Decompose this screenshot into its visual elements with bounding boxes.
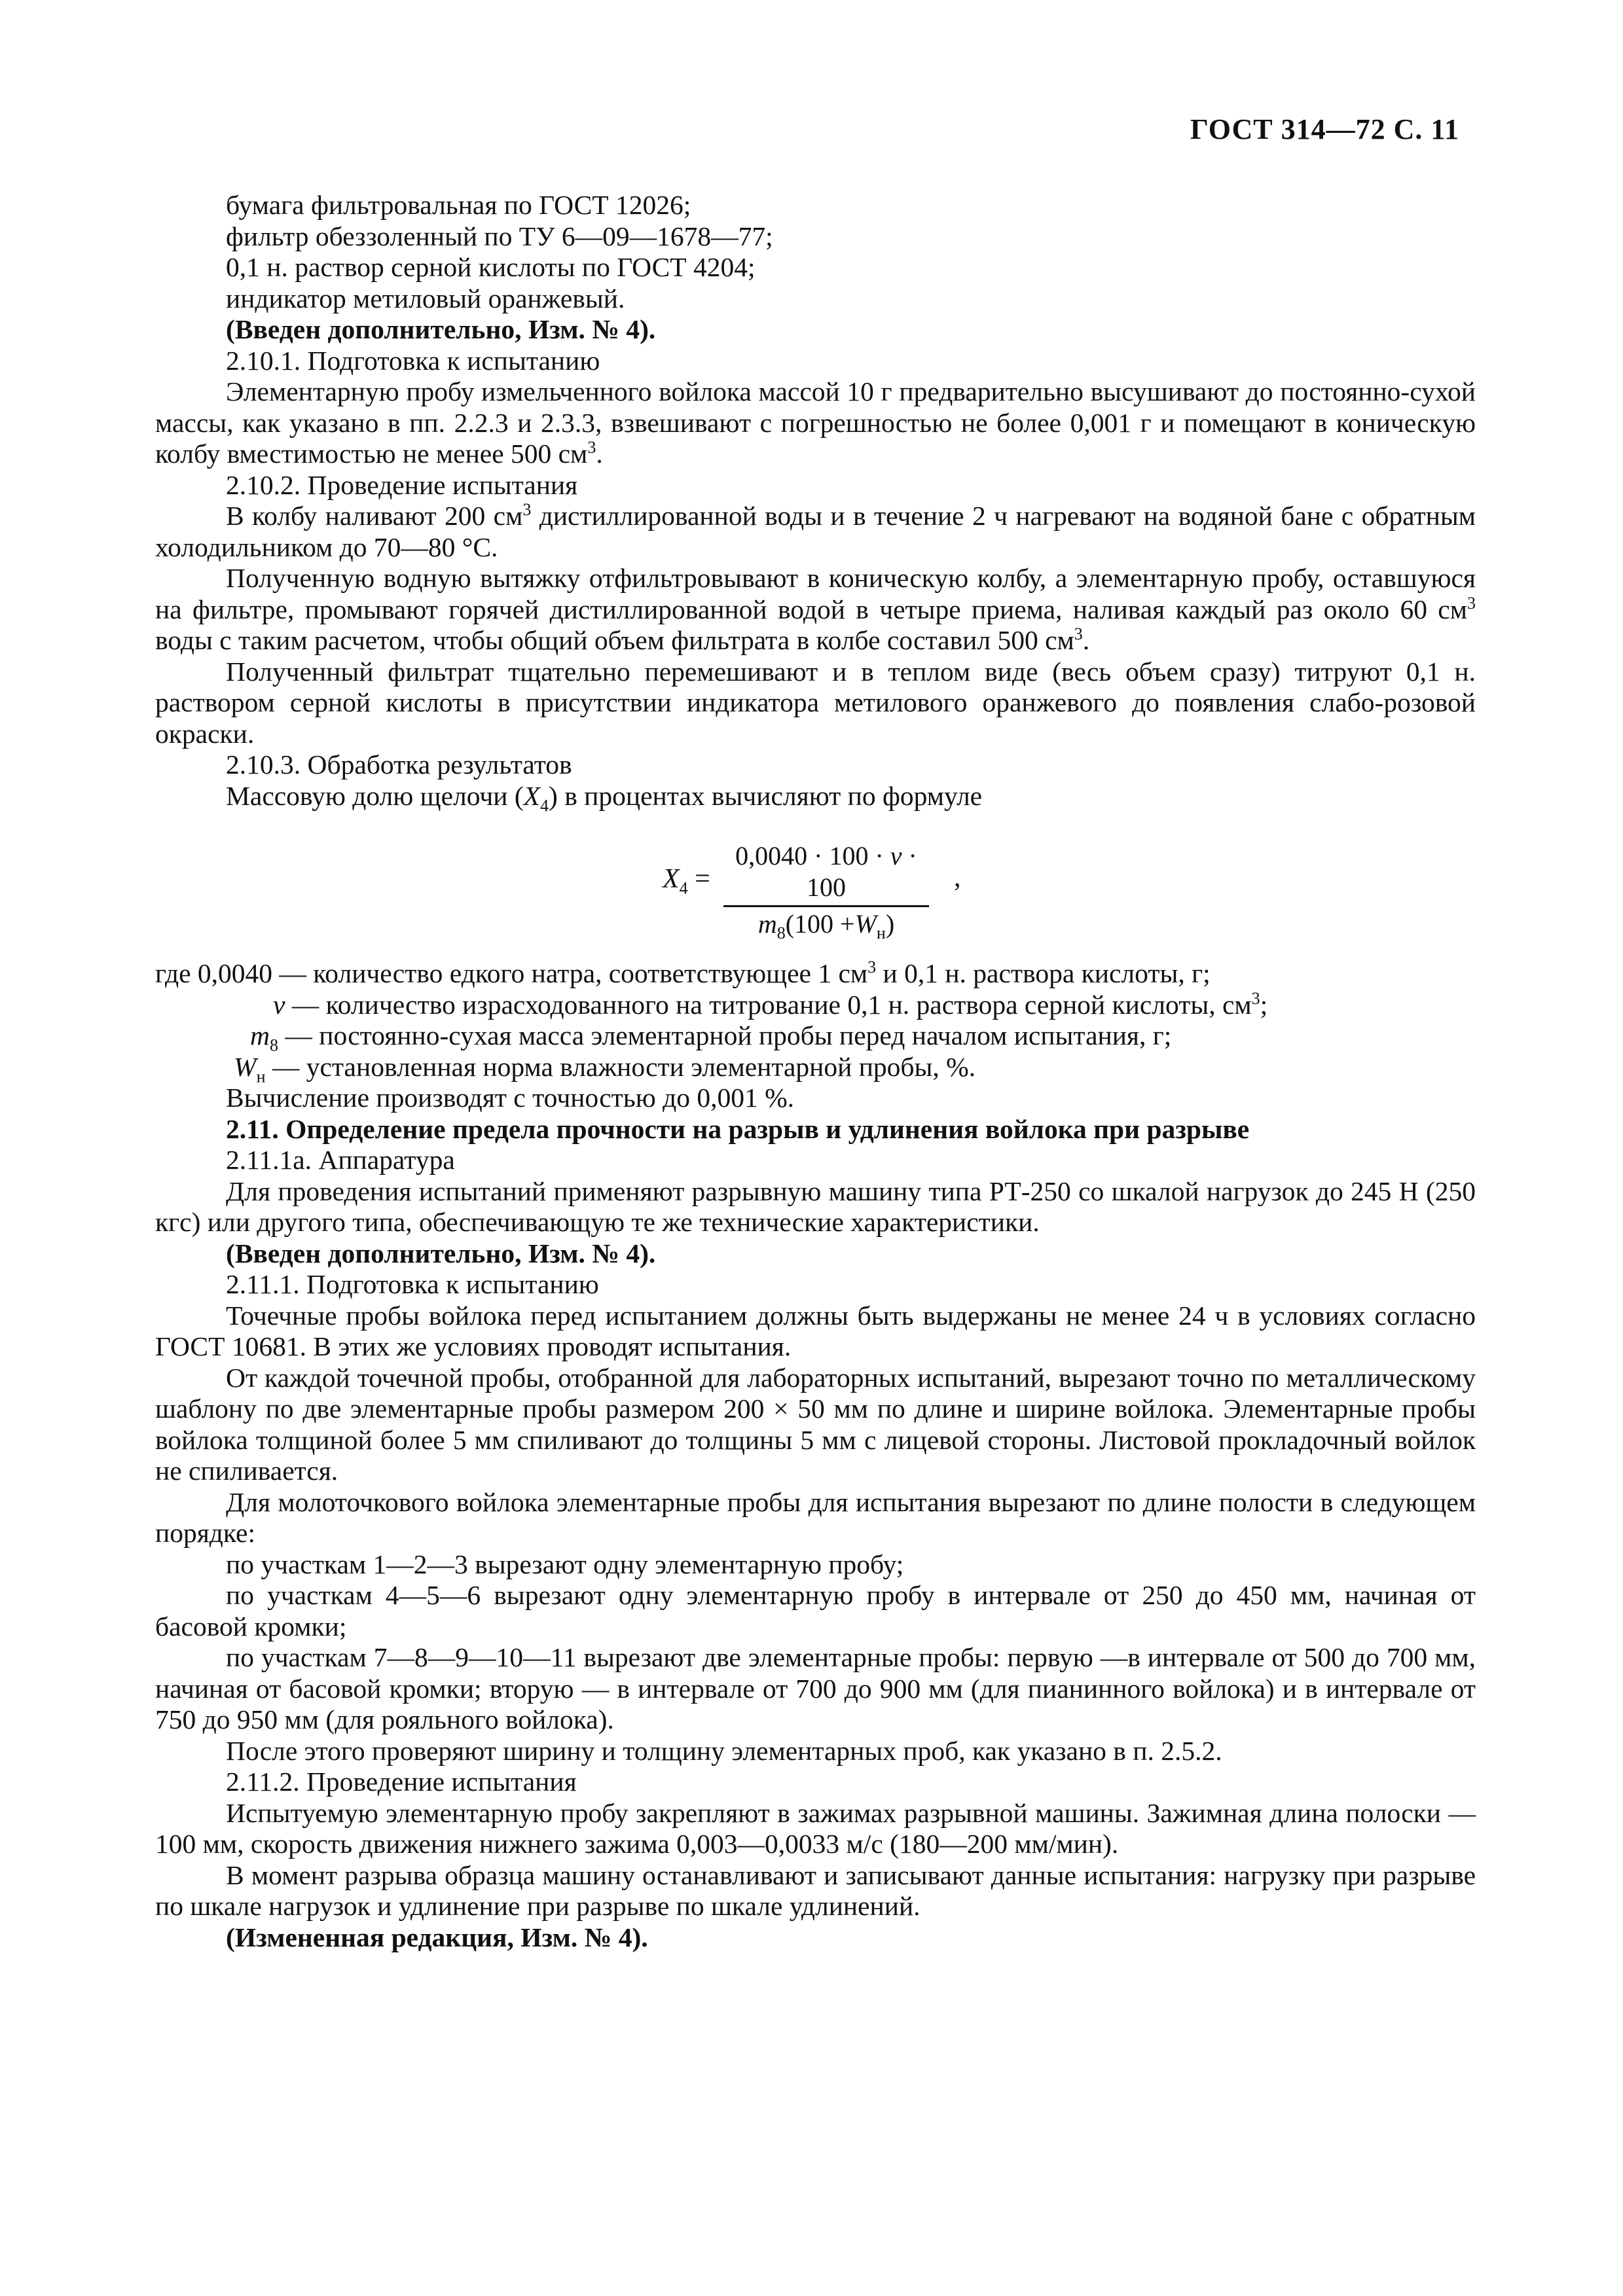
where-line [155,1051,1476,1086]
text-run: ; [1260,989,1268,1020]
subsection-heading: 2.10.1. Подготовка к испытанию [226,345,600,376]
paragraph [155,780,1476,815]
variable: X [663,864,680,894]
text-run: Полученную водную вытяжку отфильтровывают в коническую колбу, а элементарную пробу, оставшуюся на фильтре, промывают горячей дистиллированной водой в четыре приема, наливая каждый раз около 60 см [155,563,1476,624]
list-item: фильтр обеззоленный по ТУ 6—09—1678—77; [226,221,773,251]
subscript: н [876,924,886,942]
where-line [155,990,1476,1021]
formula-numerator [718,840,934,905]
subsection-heading: 2.11.2. Проведение испытания [226,1767,577,1797]
superscript: 3 [1251,988,1260,1008]
variable: v [273,989,285,1020]
paragraph: Вычисление производят с точностью до 0,001 %. [226,1083,795,1113]
paragraph [155,563,1476,656]
text-run: 0,0040 · 100 · [735,841,890,870]
formula-denominator [718,907,934,940]
paragraph: Точечные пробы войлока перед испытанием должны быть выдержаны не менее 24 ч в условиях согласно ГОСТ 10681. В этих же условиях проводят испытания. [155,1300,1476,1361]
text-run: где 0,0040 — количество едкого натра, соответствующее 1 см [155,958,868,988]
list-item: по участкам 1—2—3 вырезают одну элементарную пробу; [226,1549,904,1579]
amendment-note: (Введен дополнительно, Изм. № 4). [226,1238,656,1268]
subscript: н [256,1066,266,1086]
subsection-heading: 2.10.3. Обработка результатов [226,749,572,780]
equals-sign: = [687,864,710,894]
paragraph: После этого проверяют ширину и толщину элементарных проб, как указано в п. 2.5.2. [226,1735,1222,1766]
paragraph [155,501,1476,563]
subsection-heading: 2.11.1а. Аппаратура [226,1145,455,1175]
superscript: 3 [587,438,596,457]
subscript: 4 [540,795,549,815]
text-run: — постоянно-сухая масса элементарной пробы перед началом испытания, г; [278,1020,1172,1050]
amendment-note: (Введен дополнительно, Изм. № 4). [226,314,656,344]
paragraph: Испытуемую элементарную пробу закрепляют в зажимах разрывной машины. Зажимная длина полоски — 100 мм, скорость движения нижнего зажима 0,003—0,0033 м/с (180—200 мм/мин). [155,1797,1476,1859]
variable: v [890,841,902,870]
superscript: 3 [522,500,532,520]
formula-comma: , [954,863,961,893]
paragraph: Для молоточкового войлока элементарные пробы для испытания вырезают по длине полости в следующем порядке: [155,1486,1476,1548]
text-run: ) [885,909,895,939]
formula-fraction [718,840,934,940]
variable: m [250,1020,270,1050]
variable: W [234,1051,257,1082]
text-run: (100 + [785,909,855,939]
section-heading: 2.11. Определение предела прочности на разрыв и удлинения войлока при разрыве [226,1113,1250,1144]
list-item: по участкам 4—5—6 вырезают одну элементарную пробу в интервале от 250 до 450 мм, начиная от басовой кромки; [155,1580,1476,1641]
page-header: ГОСТ 314—72 С. 11 [1190,113,1459,145]
subscript: 8 [269,1035,278,1055]
amendment-note: (Измененная редакция, Изм. № 4). [226,1922,648,1952]
variable: W [854,909,877,939]
formula-lhs [663,864,710,898]
text-run: . [1082,625,1090,655]
paragraph: Для проведения испытаний применяют разрывную машину типа РТ-250 со шкалой нагрузок до 245 Н (250 кгс) или другого типа, обеспечивающую те же технические характеристики. [155,1175,1476,1237]
superscript: 3 [1074,624,1083,644]
paragraph: В момент разрыва образца машину останавливают и записывают данные испытания: нагрузку при разрыве по шкале нагрузок и удлинение при разрыве по шкале удлинений. [155,1859,1476,1921]
document-body [155,190,1476,1953]
superscript: 3 [867,958,877,977]
text-run: воды с таким расчетом, чтобы общий объем фильтрата в колбе составил 500 см [155,625,1074,655]
list-item: по участкам 7—8—9—10—11 вырезают две элементарные пробы: первую —в интервале от 500 до 700 мм, начиная от басовой кромки; вторую — в интервале от 700 до 900 мм (для пианинного войлока) и в интервале от 750 до 950 мм (для рояльного войлока). [155,1642,1476,1734]
text-run: · 100 [807,841,917,902]
where-line [155,1020,1476,1055]
text-run: Массовую долю щелочи ( [226,780,524,811]
subsection-heading: 2.10.2. Проведение испытания [226,469,578,500]
paragraph: Полученный фильтрат тщательно перемешивают и в теплом виде (весь объем сразу) титруют 0,1 н. раствором серной кислоты в присутствии индикатора метилового оранжевого до появления слабо-розовой окраски. [155,656,1476,749]
variable: m [757,909,777,939]
text-run: — установленная норма влажности элементарной пробы, %. [265,1051,976,1082]
paragraph: От каждой точечной пробы, отобранной для лабораторных испытаний, вырезают точно по металлическому шаблону по две элементарные пробы размером 200 × 50 мм по длине и ширине войлока. Элементарные пробы войлока толщиной более 5 мм спиливают до толщины 5 мм с лицевой стороны. Листовой прокладочный войлок не спиливается. [155,1362,1476,1486]
text-run: . [596,439,603,469]
paragraph [155,376,1476,470]
formula [155,838,1476,942]
list-item: бумага фильтровальная по ГОСТ 12026; [226,190,691,220]
superscript: 3 [1467,593,1476,613]
variable: X [523,780,541,811]
subscript: 4 [679,878,688,898]
text-run: ) в процентах вычисляют по формуле [549,780,983,811]
list-item: 0,1 н. раствор серной кислоты по ГОСТ 4204; [226,252,756,282]
text-run: дистиллированной воды и в течение 2 ч нагревают на водяной бане с обратным холодильником до 70—80 °С. [155,501,1476,562]
text-run: Элементарную пробу измельченного войлока массой 10 г предварительно высушивают до постоянно-сухой массы, как указано в пп. 2.2.3 и 2.3.3, взвешивают с погрешностью не более 0,001 г и помещают в коническую колбу вместимостью не менее 500 см [155,376,1476,469]
subscript: 8 [776,924,786,942]
text-run: и 0,1 н. раствора кислоты, г; [876,958,1211,988]
list-item: индикатор метиловый оранжевый. [226,283,625,314]
subsection-heading: 2.11.1. Подготовка к испытанию [226,1269,599,1299]
where-line [155,958,1476,990]
text-run: В колбу наливают 200 см [226,501,523,531]
text-run: — количество израсходованного на титрование 0,1 н. раствора серной кислоты, см [285,989,1252,1020]
